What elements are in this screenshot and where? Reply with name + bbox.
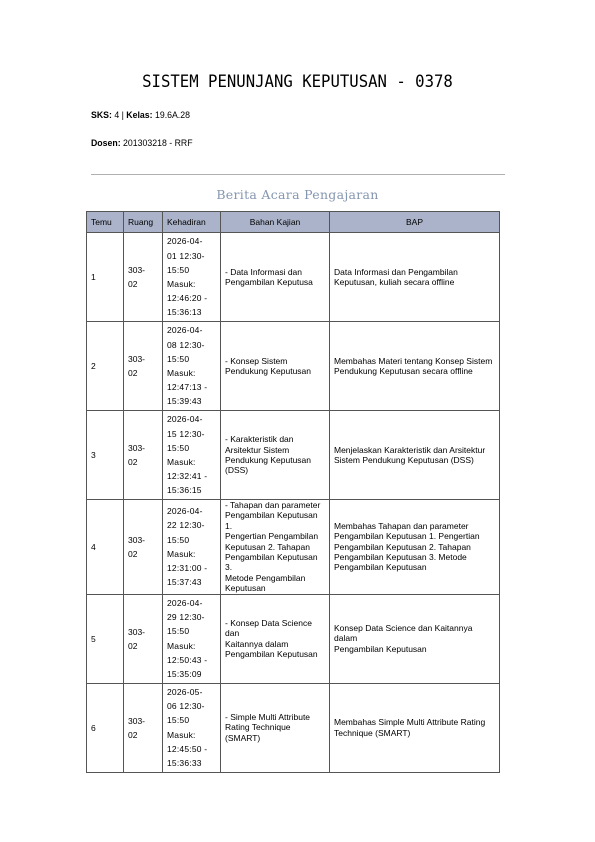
kehadiran-line: 12:47:13 - <box>167 382 208 393</box>
course-meta-line <box>91 110 190 121</box>
bap-line: Membahas Simple Multi Attribute Rating <box>334 717 486 728</box>
cell-bahan-kajian <box>221 500 330 595</box>
table-row <box>87 500 500 595</box>
cell-ruang <box>124 322 163 411</box>
kehadiran-line: 06 12:30- <box>167 701 205 712</box>
kehadiran-line: 15:50 <box>167 715 190 726</box>
bahan-kajian-line: Pengertian Pengambilan <box>225 531 319 542</box>
ruang-line: 303- <box>128 715 146 726</box>
cell-ruang <box>124 500 163 595</box>
kehadiran-line: Masuk: <box>167 457 196 467</box>
cell-bap <box>330 322 500 411</box>
bahan-kajian-line: - Data Informasi dan <box>225 266 303 277</box>
kehadiran-line: 15:36:13 <box>167 307 202 318</box>
bap-line: Keputusan, kuliah secara offline <box>334 277 455 287</box>
bap-line: Pengambilan Keputusan <box>334 643 427 654</box>
kehadiran-line: 15:50 <box>167 442 190 453</box>
bahan-kajian-line: - Karakteristik dan <box>225 434 294 445</box>
cell-bahan-kajian <box>221 411 330 500</box>
bap-line: Technique (SMART) <box>334 727 411 738</box>
cell-bap <box>330 233 500 322</box>
cell-kehadiran <box>163 683 221 772</box>
kehadiran-line: 12:46:20 - <box>167 293 208 304</box>
kehadiran-line: Masuk: <box>167 729 196 740</box>
ruang-line: 303- <box>128 265 146 275</box>
bahan-kajian-line: Pengambilan Keputusan 1. <box>225 510 318 531</box>
cell-temu: 3 <box>87 411 124 500</box>
bahan-kajian-line: Keputusan <box>225 583 266 594</box>
kehadiran-line: 08 12:30- <box>167 339 205 350</box>
kehadiran-line: 2026-04- <box>167 506 203 517</box>
cell-kehadiran <box>163 322 221 411</box>
kehadiran-line: 15:36:15 <box>167 485 202 496</box>
lecturer-meta-line <box>91 138 193 149</box>
bahan-kajian-line: Pengambilan Keputusan <box>225 649 318 660</box>
bahan-kajian-line: Pengambilan Keputusa <box>225 277 313 287</box>
kehadiran-line: 2026-04- <box>167 598 203 609</box>
kehadiran-line: Masuk: <box>167 368 196 378</box>
kehadiran-line: 12:45:50 - <box>167 743 208 754</box>
cell-kehadiran <box>163 594 221 683</box>
bap-line: Pendukung Keputusan secara offline <box>334 366 473 376</box>
table-header-row <box>87 212 500 233</box>
kehadiran-line: 15:35:09 <box>167 669 202 680</box>
cell-bahan-kajian <box>221 683 330 772</box>
table-row <box>87 322 500 411</box>
cell-kehadiran <box>163 233 221 322</box>
cell-ruang <box>124 233 163 322</box>
header-divider <box>91 174 505 175</box>
column-header-kehadiran: Kehadiran <box>163 212 221 233</box>
cell-temu: 1 <box>87 233 124 322</box>
bahan-kajian-line: - Konsep Sistem <box>225 355 288 366</box>
bahan-kajian-line: - Konsep Data Science dan <box>225 617 312 639</box>
bahan-kajian-line: - Tahapan dan parameter <box>225 500 321 510</box>
dosen-value: 201303218 - RRF <box>120 138 193 149</box>
cell-bahan-kajian <box>221 233 330 322</box>
cell-ruang <box>124 594 163 683</box>
bap-line: Konsep Data Science dan Kaitannya dalam <box>334 623 473 644</box>
sks-label: SKS: <box>91 110 112 121</box>
bahan-kajian-line: Arsitektur Sistem <box>225 444 290 455</box>
bap-line: Sistem Pendukung Keputusan (DSS) <box>334 455 474 465</box>
column-header-bahan-kajian: Bahan Kajian <box>221 212 330 233</box>
cell-temu: 6 <box>87 683 124 772</box>
kehadiran-line: 2026-04- <box>167 236 203 247</box>
table-row <box>87 683 500 772</box>
kehadiran-line: 15 12:30- <box>167 428 205 439</box>
kehadiran-line: 15:50 <box>167 534 190 545</box>
cell-ruang <box>124 683 163 772</box>
bap-line: Data Informasi dan Pengambilan <box>334 266 458 277</box>
kehadiran-line: 15:39:43 <box>167 396 202 407</box>
ruang-line: 02 <box>128 368 138 378</box>
bahan-kajian-line: Rating Technique (SMART) <box>225 722 291 743</box>
cell-temu: 4 <box>87 500 124 595</box>
cell-bahan-kajian <box>221 594 330 683</box>
cell-bahan-kajian <box>221 322 330 411</box>
bap-line: Pengambilan Keputusan 2. Tahapan <box>334 541 471 552</box>
kehadiran-line: 2026-04- <box>167 414 203 425</box>
kelas-value: 19.6A.28 <box>152 110 190 121</box>
cell-temu: 2 <box>87 322 124 411</box>
page-title: SISTEM PENUNJANG KEPUTUSAN - 0378 <box>142 72 453 92</box>
column-header-temu: Temu <box>87 212 124 233</box>
cell-ruang <box>124 411 163 500</box>
cell-bap <box>330 500 500 595</box>
sks-value: 4 | <box>111 110 127 121</box>
kehadiran-line: 15:50 <box>167 264 190 275</box>
cell-temu: 5 <box>87 594 124 683</box>
kehadiran-line: 01 12:30- <box>167 250 205 261</box>
table-row <box>87 233 500 322</box>
bahan-kajian-line: Metode Pengambilan <box>225 572 306 583</box>
kehadiran-line: 15:50 <box>167 626 190 637</box>
ruang-line: 02 <box>128 457 138 467</box>
bap-line: Pengambilan Keputusan 3. Metode <box>334 552 467 563</box>
kehadiran-line: 12:32:41 - <box>167 471 208 482</box>
bahan-kajian-line: Pengambilan Keputusan 3. <box>225 552 318 573</box>
kehadiran-line: Masuk: <box>167 279 196 289</box>
ruang-line: 02 <box>128 640 138 651</box>
ruang-line: 303- <box>128 534 146 545</box>
column-header-bap: BAP <box>330 212 500 233</box>
kehadiran-line: 22 12:30- <box>167 520 205 531</box>
cell-kehadiran <box>163 500 221 595</box>
kehadiran-line: 12:50:43 - <box>167 654 208 665</box>
bap-line: Pengambilan Keputusan 1. Pengertian <box>334 531 480 542</box>
bahan-kajian-line: Keputusan 2. Tahapan <box>225 541 310 552</box>
column-header-ruang: Ruang <box>124 212 163 233</box>
kehadiran-line: 2026-05- <box>167 687 203 698</box>
dosen-label: Dosen: <box>91 138 121 149</box>
bahan-kajian-line: - Simple Multi Attribute <box>225 712 311 723</box>
ruang-line: 303- <box>128 354 146 364</box>
ruang-line: 303- <box>128 626 146 637</box>
section-title: Berita Acara Pengajaran <box>216 187 379 202</box>
table-body <box>87 233 500 773</box>
kehadiran-line: 29 12:30- <box>167 612 205 623</box>
bap-line: Menjelaskan Karakteristik dan Arsitektur <box>334 444 486 455</box>
bahan-kajian-line: Pendukung Keputusan <box>225 455 312 465</box>
teaching-report-table <box>86 211 500 773</box>
kehadiran-line: 12:31:00 - <box>167 563 208 574</box>
cell-bap <box>330 594 500 683</box>
kelas-label: Kelas: <box>126 110 153 121</box>
cell-kehadiran <box>163 411 221 500</box>
bahan-kajian-line: Pendukung Keputusan <box>225 366 312 376</box>
bahan-kajian-line: Kaitannya dalam <box>225 638 289 649</box>
kehadiran-line: 2026-04- <box>167 325 203 336</box>
bap-line: Membahas Tahapan dan parameter <box>334 520 469 531</box>
ruang-line: 02 <box>128 279 138 289</box>
cell-bap <box>330 411 500 500</box>
ruang-line: 02 <box>128 729 138 740</box>
bap-line: Membahas Materi tentang Konsep Sistem <box>334 355 493 366</box>
kehadiran-line: 15:50 <box>167 353 190 364</box>
kehadiran-line: Masuk: <box>167 548 196 559</box>
bahan-kajian-line: (DSS) <box>225 465 249 476</box>
kehadiran-line: 15:36:33 <box>167 758 202 769</box>
kehadiran-line: 15:37:43 <box>167 577 202 588</box>
kehadiran-line: Masuk: <box>167 640 196 651</box>
bap-line: Pengambilan Keputusan <box>334 562 427 573</box>
ruang-line: 303- <box>128 443 146 453</box>
table-row <box>87 594 500 683</box>
cell-bap <box>330 683 500 772</box>
table-row <box>87 411 500 500</box>
ruang-line: 02 <box>128 548 138 559</box>
